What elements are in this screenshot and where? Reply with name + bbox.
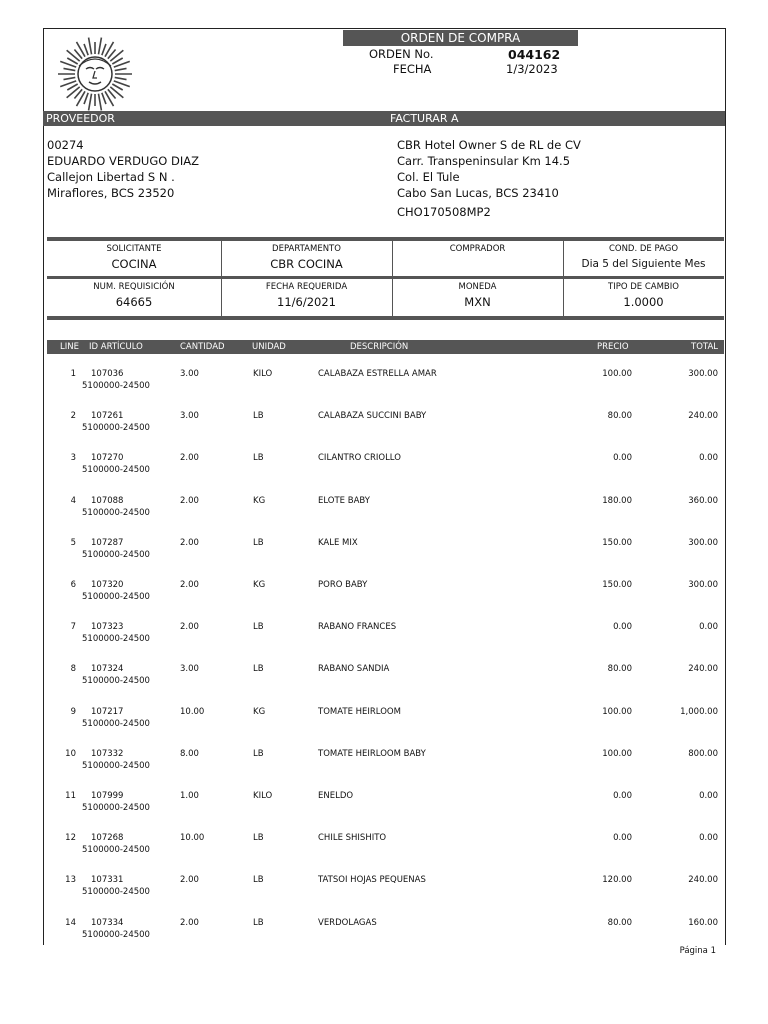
row-quantity: 3.00 — [180, 411, 199, 422]
row-item-id: 107324 — [91, 664, 124, 675]
row-description: RABANO FRANCES — [318, 622, 397, 633]
table-row — [0, 580, 768, 622]
row-quantity: 2.00 — [180, 537, 199, 548]
row-quantity: 2.00 — [180, 580, 199, 590]
row-quantity: 2.00 — [180, 453, 199, 464]
supplier-line: Miraflores, BCS 23520 — [47, 186, 175, 200]
table-row — [0, 664, 768, 706]
row-description: ENELDO — [318, 791, 354, 801]
table-row — [0, 369, 768, 411]
buyer-label: COMPRADOR — [449, 244, 506, 254]
items-table-header — [47, 340, 724, 354]
row-price: 100.00 — [602, 748, 632, 759]
table-row — [0, 749, 768, 791]
bill-to-line: CBR Hotel Owner S de RL de CV — [397, 138, 581, 152]
row-item-id: 107999 — [91, 791, 124, 801]
row-line-number: 4 — [70, 495, 76, 506]
row-line-number: 5 — [70, 537, 76, 548]
bill-to-line: Cabo San Lucas, BCS 23410 — [397, 186, 559, 200]
currency-label: MONEDA — [458, 282, 497, 292]
department-value: CBR COCINA — [270, 257, 343, 271]
row-price: 80.00 — [607, 917, 632, 928]
row-total: 0.00 — [699, 622, 718, 633]
supplier-section-label: PROVEEDOR — [46, 112, 115, 125]
table-row — [0, 875, 768, 917]
row-unit: LB — [253, 537, 264, 548]
row-price: 0.00 — [613, 453, 632, 464]
row-total: 0.00 — [699, 791, 718, 801]
supplier-line: EDUARDO VERDUGO DIAZ — [47, 154, 199, 168]
col-header-line: LINE — [60, 342, 79, 352]
row-item-id: 107088 — [91, 495, 124, 506]
sun-face-logo-icon — [55, 36, 135, 112]
table-row — [0, 622, 768, 664]
row-description: CALABAZA SUCCINI BABY — [318, 411, 427, 422]
row-account: 5100000-24500 — [82, 887, 150, 898]
row-unit: KG — [253, 706, 266, 717]
row-total: 360.00 — [688, 495, 718, 506]
requester-value: COCINA — [111, 257, 157, 271]
row-line-number: 3 — [70, 453, 76, 464]
row-account: 5100000-24500 — [82, 845, 150, 856]
row-description: PORO BABY — [318, 580, 368, 590]
row-item-id: 107287 — [91, 537, 124, 548]
info-grid-top-rule — [47, 237, 724, 241]
row-account: 5100000-24500 — [82, 507, 150, 518]
row-total: 240.00 — [688, 875, 718, 886]
row-item-id: 107270 — [91, 453, 124, 464]
date-label: FECHA — [393, 62, 432, 76]
row-unit: LB — [253, 664, 264, 675]
row-description: RABANO SANDIA — [318, 664, 390, 675]
supplier-address — [47, 137, 199, 201]
row-account: 5100000-24500 — [82, 634, 150, 645]
row-unit: LB — [253, 411, 264, 422]
bill-to-line: Col. El Tule — [397, 170, 460, 184]
exchange-rate-label: TIPO DE CAMBIO — [608, 282, 679, 292]
row-quantity: 10.00 — [180, 833, 205, 844]
bill-to-section-label: FACTURAR A — [390, 112, 459, 125]
supplier-line: Callejon Libertad S N . — [47, 170, 175, 184]
row-line-number: 11 — [65, 791, 76, 801]
row-account: 5100000-24500 — [82, 381, 150, 391]
document-title: ORDEN DE COMPRA — [343, 30, 578, 46]
row-account: 5100000-24500 — [82, 929, 150, 940]
row-item-id: 107268 — [91, 833, 124, 844]
row-unit: KG — [253, 495, 266, 506]
table-row — [0, 411, 768, 453]
department-label: DEPARTAMENTO — [272, 244, 341, 254]
row-price: 100.00 — [602, 706, 632, 717]
row-description: TOMATE HEIRLOOM — [318, 706, 401, 717]
row-unit: LB — [253, 622, 264, 633]
row-total: 1,000.00 — [680, 706, 718, 717]
col-header-total: TOTAL — [691, 342, 718, 352]
row-description: CALABAZA ESTRELLA AMAR — [318, 369, 437, 379]
table-row — [0, 453, 768, 495]
row-unit: LB — [253, 917, 264, 928]
row-item-id: 107323 — [91, 622, 124, 633]
order-number-value: 044162 — [508, 47, 561, 62]
row-item-id: 107331 — [91, 875, 124, 886]
row-item-id: 107332 — [91, 748, 124, 759]
row-description: CILANTRO CRIOLLO — [318, 453, 401, 464]
row-account: 5100000-24500 — [82, 760, 150, 771]
requisition-number-value: 64665 — [115, 295, 153, 309]
row-unit: KILO — [253, 369, 273, 379]
row-quantity: 3.00 — [180, 369, 199, 379]
row-account: 5100000-24500 — [82, 423, 150, 434]
row-account: 5100000-24500 — [82, 549, 150, 560]
row-description: TOMATE HEIRLOOM BABY — [318, 748, 426, 759]
row-total: 300.00 — [688, 537, 718, 548]
row-account: 5100000-24500 — [82, 465, 150, 476]
table-row — [0, 833, 768, 875]
supplier-line: 00274 — [47, 138, 84, 152]
row-line-number: 2 — [70, 411, 76, 422]
row-price: 150.00 — [602, 537, 632, 548]
row-item-id: 107261 — [91, 411, 124, 422]
row-account: 5100000-24500 — [82, 803, 150, 813]
payment-terms-label: COND. DE PAGO — [608, 244, 679, 254]
required-date-label: FECHA REQUERIDA — [265, 282, 348, 292]
order-number-label: ORDEN No. — [369, 47, 434, 61]
bill-to-line: CHO170508MP2 — [397, 205, 491, 219]
row-item-id: 107036 — [91, 369, 124, 379]
row-quantity: 10.00 — [180, 706, 205, 717]
row-item-id: 107320 — [91, 580, 124, 590]
row-unit: LB — [253, 453, 264, 464]
row-quantity: 2.00 — [180, 495, 199, 506]
row-unit: LB — [253, 748, 264, 759]
row-item-id: 107334 — [91, 917, 124, 928]
payment-terms-value: Dia 5 del Siguiente Mes — [581, 258, 706, 270]
row-line-number: 6 — [70, 580, 76, 590]
requisition-number-label: NUM. REQUISICIÓN — [93, 282, 175, 292]
row-line-number: 7 — [70, 622, 76, 633]
currency-value: MXN — [464, 295, 491, 309]
row-line-number: 13 — [65, 875, 76, 886]
info-grid-mid-rule — [47, 276, 724, 279]
col-header-price: PRECIO — [597, 342, 629, 352]
bill-to-address — [397, 137, 581, 220]
row-price: 80.00 — [607, 411, 632, 422]
row-account: 5100000-24500 — [82, 676, 150, 687]
exchange-rate-value: 1.0000 — [623, 295, 664, 309]
date-value: 1/3/2023 — [506, 62, 558, 76]
row-unit: KILO — [253, 791, 273, 801]
info-grid-bottom-rule — [47, 316, 724, 320]
row-line-number: 8 — [70, 664, 76, 675]
col-header-item: ID ARTÍCULO — [89, 342, 143, 352]
row-description: VERDOLAGAS — [318, 917, 377, 928]
table-row — [0, 791, 768, 833]
row-quantity: 2.00 — [180, 622, 199, 633]
row-line-number: 9 — [70, 706, 76, 717]
row-account: 5100000-24500 — [82, 592, 150, 602]
row-price: 120.00 — [602, 875, 632, 886]
row-quantity: 1.00 — [180, 791, 199, 801]
row-total: 800.00 — [688, 748, 718, 759]
row-quantity: 2.00 — [180, 875, 199, 886]
row-total: 0.00 — [699, 453, 718, 464]
row-total: 160.00 — [688, 917, 718, 928]
row-quantity: 3.00 — [180, 664, 199, 675]
row-total: 300.00 — [688, 369, 718, 379]
row-unit: LB — [253, 833, 264, 844]
table-row — [0, 918, 768, 960]
row-unit: KG — [253, 580, 266, 590]
col-header-description: DESCRIPCIÓN — [350, 342, 409, 352]
row-price: 0.00 — [613, 791, 632, 801]
col-header-quantity: CANTIDAD — [180, 342, 225, 352]
row-line-number: 12 — [65, 833, 76, 844]
row-total: 0.00 — [699, 833, 718, 844]
table-row — [0, 496, 768, 538]
row-price: 0.00 — [613, 833, 632, 844]
row-description: KALE MIX — [318, 537, 358, 548]
required-date-value: 11/6/2021 — [277, 295, 336, 309]
row-total: 300.00 — [688, 580, 718, 590]
row-description: TATSOI HOJAS PEQUENAS — [318, 875, 426, 886]
row-price: 150.00 — [602, 580, 632, 590]
col-header-unit: UNIDAD — [252, 342, 286, 352]
row-account: 5100000-24500 — [82, 718, 150, 729]
table-row — [0, 538, 768, 580]
requester-label: SOLICITANTE — [106, 244, 162, 254]
section-bar — [43, 111, 725, 126]
row-total: 240.00 — [688, 411, 718, 422]
row-item-id: 107217 — [91, 706, 124, 717]
row-price: 0.00 — [613, 622, 632, 633]
row-quantity: 8.00 — [180, 748, 199, 759]
page-number: Página 1 — [679, 946, 716, 956]
row-line-number: 10 — [65, 748, 76, 759]
row-quantity: 2.00 — [180, 917, 199, 928]
row-unit: LB — [253, 875, 264, 886]
row-description: CHILE SHISHITO — [318, 833, 387, 844]
row-line-number: 1 — [70, 369, 76, 379]
row-price: 100.00 — [602, 369, 632, 379]
row-price: 80.00 — [607, 664, 632, 675]
bill-to-line: Carr. Transpeninsular Km 14.5 — [397, 154, 571, 168]
table-row — [0, 707, 768, 749]
row-description: ELOTE BABY — [318, 495, 370, 506]
row-line-number: 14 — [65, 917, 76, 928]
row-total: 240.00 — [688, 664, 718, 675]
row-price: 180.00 — [602, 495, 632, 506]
